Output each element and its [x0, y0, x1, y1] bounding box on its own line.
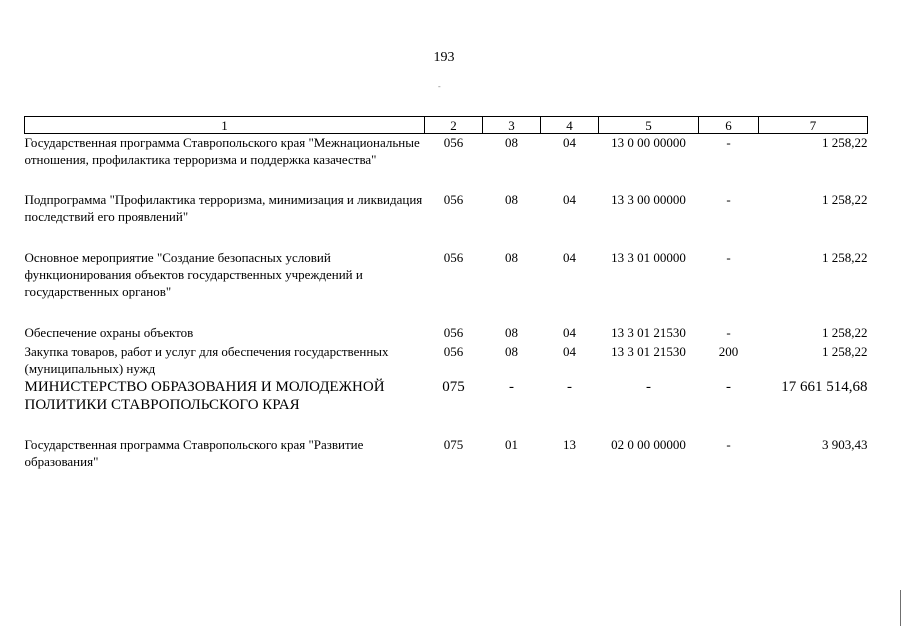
row-amount: 1 258,22: [822, 191, 868, 207]
scan-edge-line: [900, 590, 901, 626]
row-vr: -: [726, 135, 731, 150]
row-name: Государственная программа Ставропольского края "Развитие образования": [24, 436, 364, 469]
row-ved: 075: [443, 436, 464, 452]
row-ved: 075: [442, 378, 465, 395]
row-pr: 04: [563, 135, 576, 150]
row-name: Государственная программа Ставропольского края "Межнациональные отношения, профилактика терроризма и поддержка казачества": [24, 135, 420, 167]
column-header-2: 2: [425, 117, 483, 134]
row-amount: 1 258,22: [822, 135, 868, 150]
row-name: Подпрограмма "Профилактика терроризма, минимизация и ликвидация последствий его проявлений": [24, 191, 423, 224]
row-pr: 13: [563, 436, 576, 452]
row-pr: 04: [563, 343, 576, 359]
row-rz: -: [509, 378, 514, 395]
row-amount: 3 903,43: [822, 436, 868, 452]
table-row: [25, 324, 868, 343]
row-vr: 200: [718, 343, 739, 359]
table-row: [25, 249, 868, 324]
row-rz: 08: [505, 135, 518, 150]
column-header-4: 4: [541, 117, 599, 134]
row-csr: 13 3 00 00000: [611, 191, 686, 207]
row-csr: 13 0 00 00000: [611, 135, 686, 150]
row-ved: 056: [443, 343, 464, 359]
column-header-1: 1: [25, 117, 425, 134]
table-row: [25, 436, 868, 474]
row-pr: -: [567, 378, 572, 395]
table-row: [25, 343, 868, 378]
row-name: МИНИСТЕРСТВО ОБРАЗОВАНИЯ И МОЛОДЕЖНОЙ ПОЛИТИКИ СТАВРОПОЛЬСКОГО КРАЯ: [24, 378, 385, 413]
row-csr: 13 3 01 21530: [611, 343, 686, 359]
page-number: 193: [433, 50, 455, 65]
row-ved: 056: [443, 135, 464, 150]
row-rz: 08: [505, 324, 518, 340]
column-header-6: 6: [699, 117, 759, 134]
row-amount: 1 258,22: [822, 249, 868, 265]
column-header-7: 7: [759, 117, 868, 134]
row-pr: 04: [563, 191, 576, 207]
table-header-row: [25, 117, 868, 134]
table-row: [25, 191, 868, 249]
row-ved: 056: [443, 324, 464, 340]
row-amount: 1 258,22: [822, 343, 868, 359]
row-rz: 08: [505, 191, 518, 207]
row-name: Обеспечение охраны объектов: [24, 324, 194, 340]
row-vr: -: [726, 191, 731, 207]
row-rz: 01: [505, 436, 518, 452]
row-vr: -: [726, 436, 731, 452]
row-csr: 02 0 00 00000: [611, 436, 686, 452]
row-csr: -: [646, 378, 651, 395]
row-vr: -: [726, 324, 731, 340]
row-pr: 04: [563, 324, 576, 340]
table-row: [25, 134, 868, 191]
row-pr: 04: [563, 249, 576, 265]
row-amount: 17 661 514,68: [781, 378, 868, 395]
page-mark: -: [438, 82, 441, 91]
row-name: Закупка товаров, работ и услуг для обеспечения государственных (муниципальных) нужд: [24, 343, 389, 376]
column-header-3: 3: [483, 117, 541, 134]
table-row: [25, 378, 868, 436]
row-vr: -: [726, 378, 731, 395]
row-amount: 1 258,22: [822, 324, 868, 340]
row-vr: -: [726, 249, 731, 265]
row-ved: 056: [443, 191, 464, 207]
row-csr: 13 3 01 21530: [611, 324, 686, 340]
row-ved: 056: [443, 249, 464, 265]
row-csr: 13 3 01 00000: [611, 249, 686, 265]
row-rz: 08: [505, 343, 518, 359]
row-rz: 08: [505, 249, 518, 265]
row-name: Основное мероприятие "Создание безопасных условий функционирования объектов государственных учреждений и государственных органов": [24, 249, 363, 299]
column-header-5: 5: [599, 117, 699, 134]
budget-table: [24, 116, 868, 474]
